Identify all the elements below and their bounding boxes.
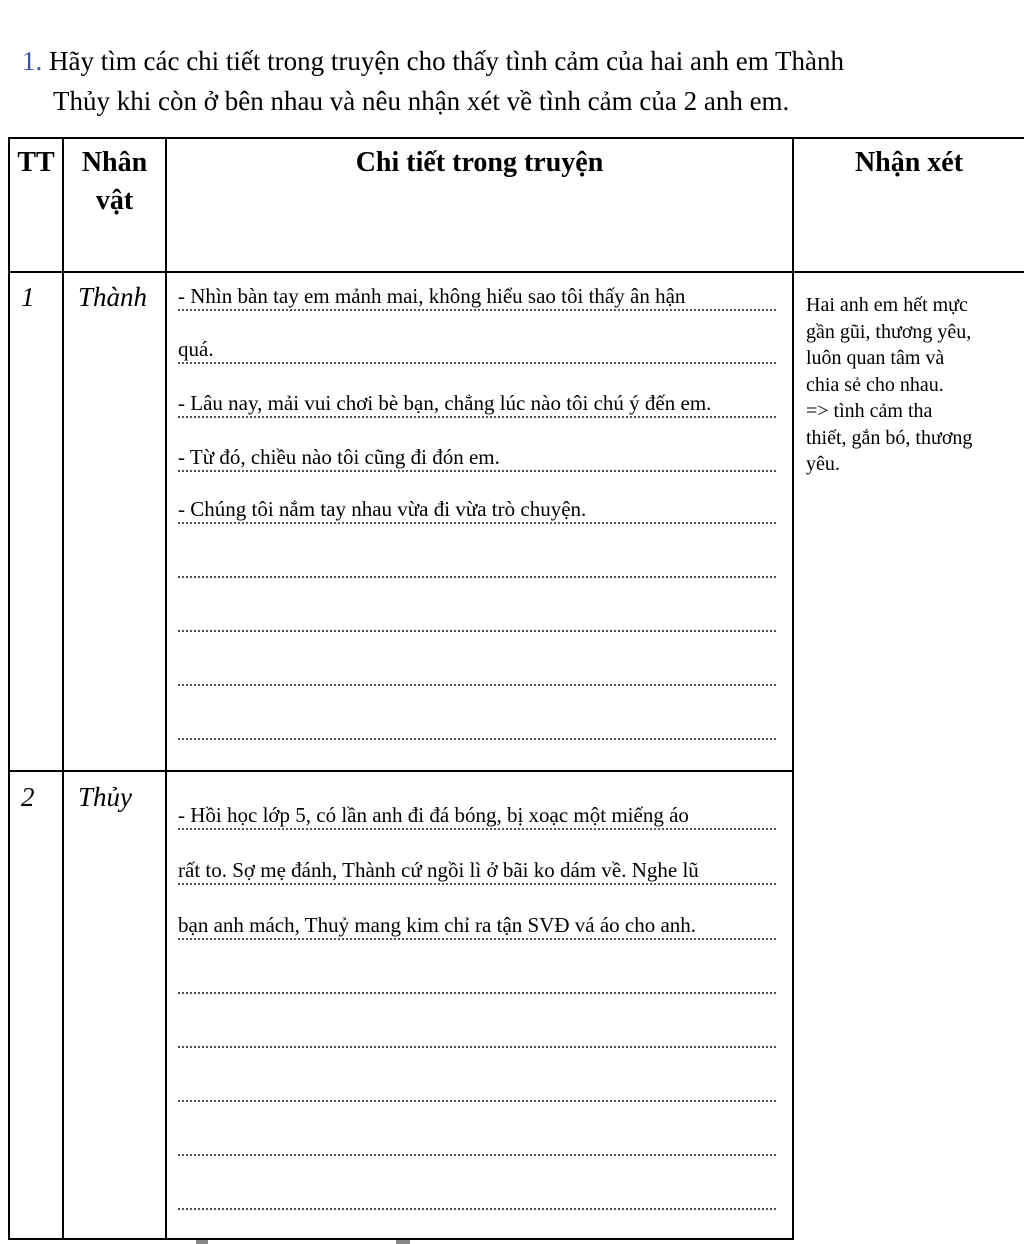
row-2-detail-line (178, 800, 776, 830)
row-1-detail-text: - Từ đó, chiều nào tôi cũng đi đón em. (178, 445, 500, 469)
row-1-blank-line (178, 548, 776, 578)
comment-line: gần gũi, thương yêu, (806, 320, 972, 343)
table-header-bottom (8, 271, 1024, 273)
table-border-top (8, 137, 1024, 139)
header-character-line1: Nhân (81, 147, 148, 178)
header-character-line2: vật (95, 185, 134, 216)
row-1-tt: 1 (21, 282, 35, 312)
row-2-tt: 2 (21, 782, 35, 812)
question-text-1: Hãy tìm các chi tiết trong truyện cho thấy tình cảm của hai anh em Thành (49, 46, 844, 76)
row-1-detail-line (178, 442, 776, 472)
row-1-detail-line (178, 494, 776, 524)
row-1-detail-text: - Chúng tôi nắm tay nhau vừa đi vừa trò chuyện. (178, 497, 587, 521)
table-divider-character (165, 137, 167, 1240)
row-1-detail-text: quá. (178, 337, 214, 361)
question-line-2: Thủy khi còn ở bên nhau và nêu nhận xét về tình cảm của 2 anh em. (53, 86, 790, 116)
row-1-character: Thành (78, 282, 148, 312)
comment-line: yêu. (806, 453, 840, 475)
header-details: Chi tiết trong truyện (355, 147, 604, 178)
row-2-blank-line (178, 1126, 776, 1156)
cutoff-mark (196, 1240, 208, 1244)
table-divider-details (792, 137, 794, 1240)
header-tt: TT (17, 147, 55, 178)
cutoff-mark (396, 1240, 410, 1244)
row-1-blank-line (178, 602, 776, 632)
row-2-detail-line (178, 855, 776, 885)
comment-line: Hai anh em hết mực (806, 294, 968, 316)
row-2-blank-line (178, 1180, 776, 1210)
question-line-1 (22, 46, 844, 76)
row-2-blank-line (178, 1018, 776, 1048)
row-2-blank-line (178, 964, 776, 994)
comment-line: chia sẻ cho nhau. (806, 373, 944, 396)
table-border-left (8, 137, 10, 1240)
row-2-detail-text: bạn anh mách, Thuỷ mang kim chỉ ra tận SVĐ vá áo cho anh. (178, 913, 697, 937)
row-1-blank-line (178, 656, 776, 686)
table-row-divider (8, 770, 793, 772)
row-2-detail-text: rất to. Sợ mẹ đánh, Thành cứ ngồi lì ở bãi ko dám về. Nghe lũ (178, 858, 699, 882)
row-1-blank-line (178, 710, 776, 740)
comment-line: => tình cảm tha (806, 400, 933, 422)
row-1-detail-text: - Lâu nay, mải vui chơi bè bạn, chẳng lúc nào tôi chú ý đến em. (178, 391, 712, 415)
comment-text (806, 292, 1018, 478)
row-2-detail-line (178, 910, 776, 940)
row-1-detail-line (178, 281, 776, 311)
comment-line: luôn quan tâm và (806, 347, 945, 369)
header-comment: Nhận xét (854, 147, 964, 178)
question-number: 1. (22, 46, 43, 76)
row-2-detail-text: - Hồi học lớp 5, có lần anh đi đá bóng, bị xoạc một miếng áo (178, 803, 689, 827)
row-1-detail-line (178, 334, 776, 364)
row-2-character: Thủy (78, 782, 132, 812)
row-1-detail-text: - Nhìn bàn tay em mảnh mai, không hiểu sao tôi thấy ân hận (178, 284, 686, 308)
comment-line: thiết, gắn bó, thương (806, 426, 973, 449)
row-1-detail-line (178, 388, 776, 418)
table-divider-tt (62, 137, 64, 1240)
row-2-blank-line (178, 1072, 776, 1102)
